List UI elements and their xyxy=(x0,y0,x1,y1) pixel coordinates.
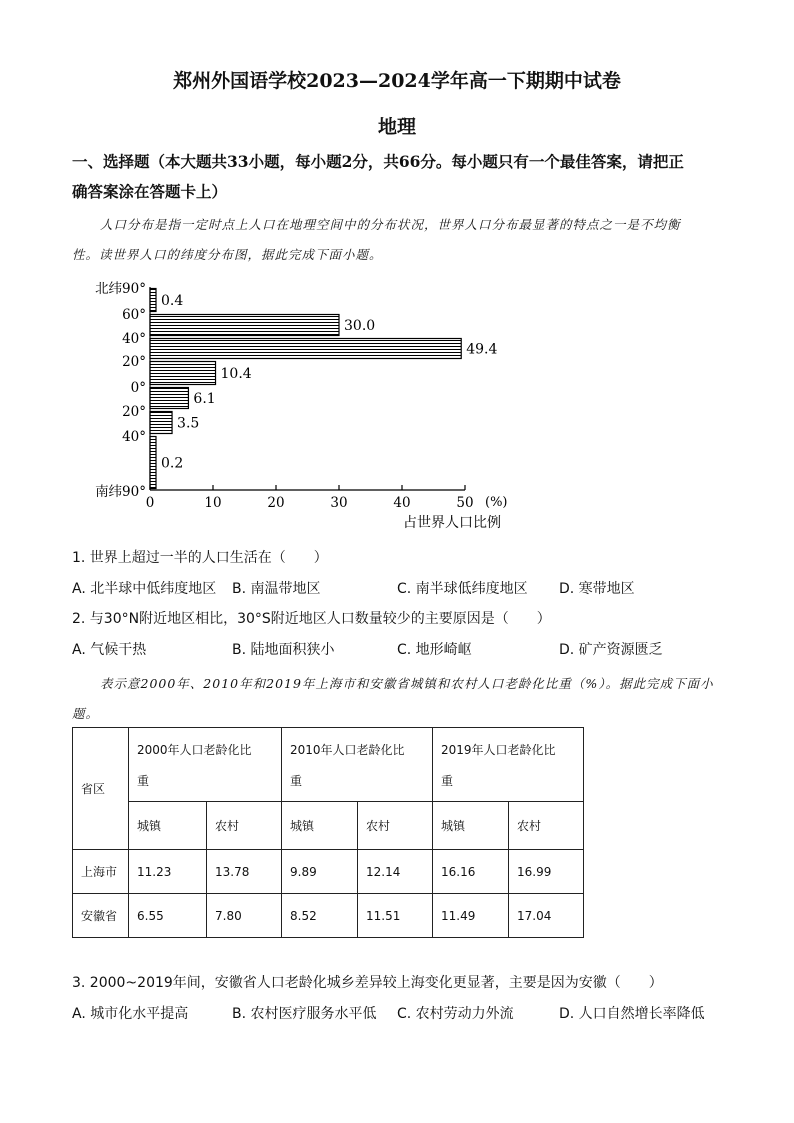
table-cell: 11.51 xyxy=(358,894,433,938)
table-cell: 13.78 xyxy=(207,850,282,894)
q2-option-d[interactable]: D. 矿产资源匮乏 xyxy=(559,642,663,658)
latitude-label: 40° xyxy=(122,429,146,445)
aging-table xyxy=(72,727,584,938)
table-cell: 16.99 xyxy=(509,850,584,894)
x-unit-label: (%) xyxy=(485,495,508,510)
latitude-label: 20° xyxy=(122,354,146,370)
subject-title: 地理 xyxy=(377,116,416,138)
bar xyxy=(150,339,461,359)
sub-header: 城镇 xyxy=(129,802,207,850)
latitude-label: 60° xyxy=(122,307,146,323)
table-cell: 7.80 xyxy=(207,894,282,938)
bar-value-label: 30.0 xyxy=(344,318,376,334)
q2-option-a[interactable]: A. 气候干热 xyxy=(72,642,147,658)
q1-option-c[interactable]: C. 南半球低纬度地区 xyxy=(397,581,528,597)
table-cell: 6.55 xyxy=(129,894,207,938)
sub-header: 农村 xyxy=(358,802,433,850)
q2-option-b[interactable]: B. 陆地面积狭小 xyxy=(232,642,335,658)
bar xyxy=(150,315,339,336)
bar xyxy=(150,388,188,409)
bar xyxy=(150,362,216,385)
exam-title: 郑州外国语学校2023—2024学年高一下期期中试卷 xyxy=(173,70,621,92)
row-region: 安徽省 xyxy=(73,894,129,938)
latitude-label: 南纬90° xyxy=(95,484,146,500)
q1-option-d[interactable]: D. 寒带地区 xyxy=(559,581,635,597)
intro1-line1: 人口分布是指一定时点上人口在地理空间中的分布状况，世界人口分布最显著的特点之一是不均衡 xyxy=(100,217,681,232)
bar xyxy=(150,412,172,434)
year-header-2000: 2000年人口老龄化比 重 xyxy=(129,728,282,802)
q1-stem: 1. 世界上超过一半的人口生活在（ ） xyxy=(72,550,328,566)
sub-header: 农村 xyxy=(207,802,282,850)
section-heading-line1: 一、选择题（本大题共33小题，每小题2分，共66分。每小题只有一个最佳答案，请把正 xyxy=(72,152,684,171)
q2-option-c[interactable]: C. 地形崎岖 xyxy=(397,642,472,658)
bar xyxy=(150,437,156,489)
bar-value-label: 49.4 xyxy=(466,341,498,358)
table-row xyxy=(73,894,584,938)
sub-header: 农村 xyxy=(509,802,584,850)
table-row xyxy=(73,850,584,894)
x-tick-label: 30 xyxy=(330,495,348,511)
x-tick-label: 40 xyxy=(393,495,411,511)
q3-option-d[interactable]: D. 人口自然增长率降低 xyxy=(559,1006,705,1022)
bar-value-label: 3.5 xyxy=(177,415,200,432)
section-heading-line2: 确答案涂在答题卡上） xyxy=(72,182,228,201)
latitude-label: 0° xyxy=(130,380,146,396)
sub-header: 城镇 xyxy=(433,802,509,850)
q3-option-a[interactable]: A. 城市化水平提高 xyxy=(72,1006,189,1022)
intro2-line1: 表示意2000年、2010年和2019年上海市和安徽省城镇和农村人口老龄化比重（%）。据此完成下面小 xyxy=(100,676,714,691)
intro1-line2: 性。读世界人口的纬度分布图，据此完成下面小题。 xyxy=(72,247,383,262)
bar-value-label: 10.4 xyxy=(220,366,252,382)
q3-option-b[interactable]: B. 农村医疗服务水平低 xyxy=(232,1006,377,1022)
x-tick-label: 50 xyxy=(456,495,474,511)
q1-option-a[interactable]: A. 北半球中低纬度地区 xyxy=(72,581,217,597)
x-tick-label: 10 xyxy=(204,495,222,511)
q3-stem: 3. 2000~2019年间，安徽省人口老龄化城乡差异较上海变化更显著，主要是因为安徽（ ） xyxy=(72,975,663,991)
year-header-2019: 2019年人口老龄化比 重 xyxy=(433,728,584,802)
latitude-label: 20° xyxy=(122,404,146,420)
q3-option-c[interactable]: C. 农村劳动力外流 xyxy=(397,1006,514,1022)
q2-stem: 2. 与30°N附近地区相比，30°S附近地区人口数量较少的主要原因是（ ） xyxy=(72,611,551,627)
table-cell: 12.14 xyxy=(358,850,433,894)
table-cell: 8.52 xyxy=(282,894,358,938)
q1-option-b[interactable]: B. 南温带地区 xyxy=(232,581,321,597)
bar-value-label: 6.1 xyxy=(193,391,216,407)
bar xyxy=(150,289,156,312)
table-cell: 11.23 xyxy=(129,850,207,894)
table-cell: 9.89 xyxy=(282,850,358,894)
table-cell: 17.04 xyxy=(509,894,584,938)
year-header-2010: 2010年人口老龄化比 重 xyxy=(282,728,433,802)
x-axis-title: 占世界人口比例 xyxy=(403,515,501,531)
region-header: 省区 xyxy=(73,728,129,850)
x-tick-label: 20 xyxy=(267,495,285,511)
latitude-label: 40° xyxy=(122,331,146,347)
bar-value-label: 0.2 xyxy=(161,455,184,472)
latitude-population-chart xyxy=(0,270,794,540)
bar-value-label: 0.4 xyxy=(161,293,184,309)
x-tick-label: 0 xyxy=(145,495,155,511)
intro2-line2: 题。 xyxy=(72,706,100,721)
row-region: 上海市 xyxy=(73,850,129,894)
table-cell: 16.16 xyxy=(433,850,509,894)
table-cell: 11.49 xyxy=(433,894,509,938)
sub-header: 城镇 xyxy=(282,802,358,850)
latitude-label: 北纬90° xyxy=(95,281,146,297)
